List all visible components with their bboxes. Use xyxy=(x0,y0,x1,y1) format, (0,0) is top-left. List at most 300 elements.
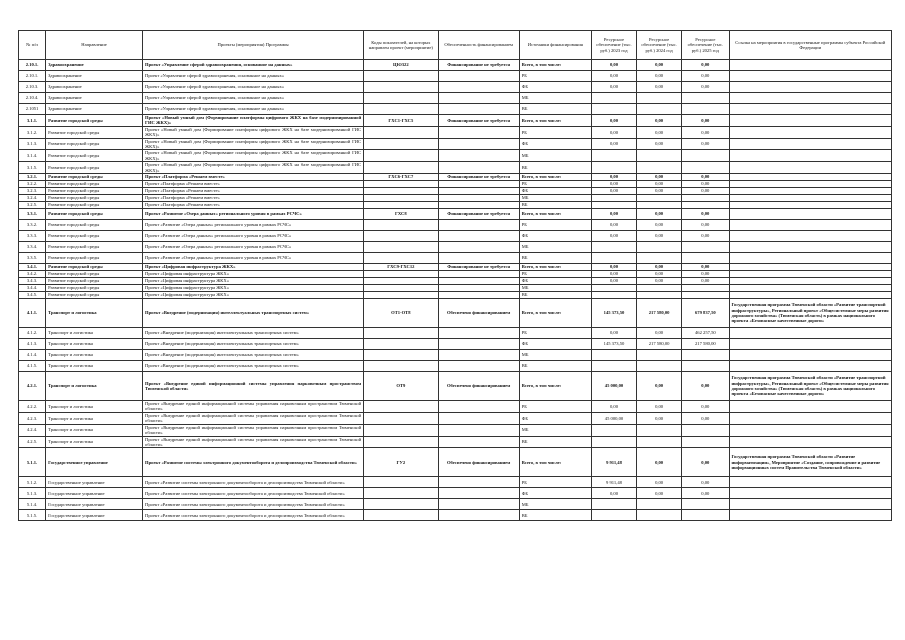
row-codes xyxy=(364,242,438,253)
row-value-2023 xyxy=(591,253,636,264)
row-codes xyxy=(364,188,438,195)
row-project: Проект «Новый умный дом (Формирование платформы цифрового ЖКХ на базе модернизированной ГИС ЖКХ)» xyxy=(143,126,364,138)
row-value-2024: 0,00 xyxy=(637,174,682,181)
row-finance-source: МБ xyxy=(519,242,591,253)
row-finance-source: РБ xyxy=(519,271,591,278)
row-source-info xyxy=(438,71,519,82)
row-direction: Транспорт и логистика xyxy=(46,401,143,413)
row-finance-source: МБ xyxy=(519,195,591,202)
row-value-2023: 0,00 xyxy=(591,271,636,278)
row-value-2024: 0,00 xyxy=(637,138,682,150)
row-value-2023: 0,00 xyxy=(591,220,636,231)
row-value-2025: 0,00 xyxy=(682,71,729,82)
row-value-2024: 0,00 xyxy=(637,188,682,195)
row-direction: Развитие городской среды xyxy=(46,264,143,271)
table-row xyxy=(19,285,892,292)
row-number: 3.3.2. xyxy=(19,220,46,231)
row-number: 3.3.1. xyxy=(19,209,46,220)
row-direction: Развитие городской среды xyxy=(46,209,143,220)
row-value-2023: 0,00 xyxy=(591,231,636,242)
row-value-2023 xyxy=(591,150,636,162)
row-direction: Развитие городской среды xyxy=(46,138,143,150)
row-source-info xyxy=(438,424,519,436)
row-source-info xyxy=(438,510,519,521)
row-number: 3.1.4. xyxy=(19,150,46,162)
row-value-2024 xyxy=(637,104,682,115)
row-number: 3.2.2. xyxy=(19,181,46,188)
row-direction: Развитие городской среды xyxy=(46,150,143,162)
row-number: 4.1.5. xyxy=(19,361,46,372)
row-value-2023: 0,00 xyxy=(591,181,636,188)
row-direction: Транспорт и логистика xyxy=(46,424,143,436)
row-project: Проект «Внедрение (модернизация) интеллектуальных транспортных систем» xyxy=(143,299,364,328)
table-row xyxy=(19,231,892,242)
row-finance-source: РБ xyxy=(519,328,591,339)
row-value-2024: 0,00 xyxy=(637,412,682,424)
row-codes xyxy=(364,202,438,209)
row-value-2025 xyxy=(682,499,729,510)
row-source-info xyxy=(438,138,519,150)
row-codes xyxy=(364,350,438,361)
row-number: 3.4.3. xyxy=(19,278,46,285)
row-number: 3.4.1. xyxy=(19,264,46,271)
row-link xyxy=(729,209,892,220)
row-source-info: Обеспечено финансированием xyxy=(438,448,519,477)
row-project: Проект «Внедрение (модернизация) интеллектуальных транспортных систем» xyxy=(143,339,364,350)
table-row xyxy=(19,253,892,264)
row-value-2025: 0,00 xyxy=(682,174,729,181)
row-number: 3.1.2. xyxy=(19,126,46,138)
row-codes xyxy=(364,401,438,413)
table-row xyxy=(19,372,892,401)
row-number: 5.1.3. xyxy=(19,488,46,499)
row-value-2025: 0,00 xyxy=(682,188,729,195)
row-value-2024: 0,00 xyxy=(637,477,682,488)
row-value-2023 xyxy=(591,202,636,209)
row-project: Проект «Развитие системы электронного документооборота и делопроизводства Тюменской области» xyxy=(143,499,364,510)
row-codes xyxy=(364,162,438,174)
row-value-2024: 0,00 xyxy=(637,488,682,499)
row-value-2025 xyxy=(682,361,729,372)
row-codes: ГХС8 xyxy=(364,209,438,220)
row-number: 5.1.2. xyxy=(19,477,46,488)
row-value-2023 xyxy=(591,93,636,104)
row-source-info xyxy=(438,93,519,104)
row-direction: Развитие городской среды xyxy=(46,292,143,299)
row-value-2023 xyxy=(591,292,636,299)
row-direction: Государственное управление xyxy=(46,448,143,477)
row-direction: Транспорт и логистика xyxy=(46,299,143,328)
row-value-2025 xyxy=(682,350,729,361)
table-row xyxy=(19,242,892,253)
row-project: Проект «Развитие «Озера данных» регионального уровня в рамках РСЧС» xyxy=(143,231,364,242)
table-row xyxy=(19,220,892,231)
row-value-2023: 9 911,48 xyxy=(591,448,636,477)
table-row xyxy=(19,209,892,220)
table-row xyxy=(19,264,892,271)
table-row xyxy=(19,278,892,285)
row-number: 3.2.4. xyxy=(19,195,46,202)
table-row xyxy=(19,271,892,278)
row-source-info xyxy=(438,278,519,285)
row-value-2024: 0,00 xyxy=(637,115,682,127)
row-codes xyxy=(364,510,438,521)
row-value-2023: 145 373,50 xyxy=(591,339,636,350)
row-codes xyxy=(364,231,438,242)
table-header-row xyxy=(19,31,892,60)
row-finance-source: ФБ xyxy=(519,488,591,499)
row-project: Проект «Внедрение единой информационной системы управления парковочным пространством Тюменской области» xyxy=(143,412,364,424)
table-row xyxy=(19,510,892,521)
row-value-2024 xyxy=(637,93,682,104)
row-finance-source: РБ xyxy=(519,220,591,231)
row-value-2024: 217 580,00 xyxy=(637,339,682,350)
row-source-info xyxy=(438,188,519,195)
row-value-2024: 0,00 xyxy=(637,264,682,271)
row-value-2023: 0,00 xyxy=(591,278,636,285)
row-link xyxy=(729,510,892,521)
row-project: Проект «Цифровая инфраструктура ЖКХ» xyxy=(143,292,364,299)
table-row xyxy=(19,104,892,115)
row-source-info xyxy=(438,285,519,292)
row-finance-source: РБ xyxy=(519,181,591,188)
row-project: Проект «Платформа «Решаем вместе» xyxy=(143,195,364,202)
table-body xyxy=(19,60,892,521)
row-direction: Здравоохранение xyxy=(46,82,143,93)
row-value-2023: 0,00 xyxy=(591,488,636,499)
row-number: 4.2.5. xyxy=(19,436,46,448)
table-row xyxy=(19,361,892,372)
row-finance-source: МБ xyxy=(519,424,591,436)
row-codes xyxy=(364,126,438,138)
row-codes: ГУ2 xyxy=(364,448,438,477)
row-project: Проект «Управление сферой здравоохранения, основанное на данных» xyxy=(143,82,364,93)
row-codes xyxy=(364,424,438,436)
row-value-2024: 0,00 xyxy=(637,181,682,188)
row-project: Проект «Платформа «Решаем вместе» xyxy=(143,202,364,209)
row-value-2025: 0,00 xyxy=(682,448,729,477)
row-value-2025 xyxy=(682,93,729,104)
row-value-2024 xyxy=(637,436,682,448)
row-value-2024 xyxy=(637,202,682,209)
row-link xyxy=(729,328,892,339)
row-value-2024: 0,00 xyxy=(637,71,682,82)
table-row xyxy=(19,93,892,104)
row-number: 2.10.1. xyxy=(19,71,46,82)
row-project: Проект «Развитие системы электронного документооборота и делопроизводства Тюменской области» xyxy=(143,488,364,499)
row-link xyxy=(729,477,892,488)
header-2024: Ресурсное обеспечение (тыс. руб.) 2024 год xyxy=(637,31,682,60)
row-codes xyxy=(364,220,438,231)
row-finance-source: ВБ xyxy=(519,510,591,521)
row-source-info xyxy=(438,488,519,499)
row-value-2025 xyxy=(682,104,729,115)
row-codes: ГХС6-ГХС7 xyxy=(364,174,438,181)
row-value-2025: 0,00 xyxy=(682,488,729,499)
row-direction: Здравоохранение xyxy=(46,93,143,104)
row-value-2024: 0,00 xyxy=(637,231,682,242)
row-link xyxy=(729,350,892,361)
row-number: 2.1051 xyxy=(19,104,46,115)
row-project: Проект «Развитие «Озера данных» регионального уровня в рамках РСЧС» xyxy=(143,220,364,231)
row-finance-source: Всего, в том числе: xyxy=(519,372,591,401)
table-row xyxy=(19,162,892,174)
row-project: Проект «Управление сферой здравоохранения, основанное на данных» xyxy=(143,93,364,104)
row-finance-source: Всего, в том числе: xyxy=(519,448,591,477)
row-project: Проект «Платформа «Решаем вместе» xyxy=(143,188,364,195)
row-source-info xyxy=(438,150,519,162)
row-value-2023 xyxy=(591,350,636,361)
row-number: 5.1.4. xyxy=(19,499,46,510)
row-project: Проект «Развитие «Озера данных» регионального уровня в рамках РСЧС» xyxy=(143,209,364,220)
row-project: Проект «Платформа «Решаем вместе» xyxy=(143,181,364,188)
row-value-2023 xyxy=(591,436,636,448)
row-link xyxy=(729,242,892,253)
row-value-2025 xyxy=(682,510,729,521)
row-direction: Развитие городской среды xyxy=(46,188,143,195)
row-value-2025: 0,00 xyxy=(682,209,729,220)
row-source-info xyxy=(438,350,519,361)
table-row xyxy=(19,328,892,339)
row-source-info xyxy=(438,253,519,264)
row-value-2024 xyxy=(637,285,682,292)
table-row xyxy=(19,448,892,477)
row-project: Проект «Развитие «Озера данных» регионального уровня в рамках РСЧС» xyxy=(143,253,364,264)
row-value-2025: 0,00 xyxy=(682,401,729,413)
row-value-2025: 0,00 xyxy=(682,278,729,285)
row-link xyxy=(729,138,892,150)
row-direction: Развитие городской среды xyxy=(46,271,143,278)
row-value-2025: 0,00 xyxy=(682,82,729,93)
row-finance-source: ФБ xyxy=(519,188,591,195)
row-source-info: Финансирование не требуется xyxy=(438,60,519,71)
row-value-2025 xyxy=(682,195,729,202)
row-finance-source: МБ xyxy=(519,150,591,162)
header-finance-source: Источники финансирования xyxy=(519,31,591,60)
row-finance-source: ВБ xyxy=(519,436,591,448)
row-value-2025: 0,00 xyxy=(682,372,729,401)
row-value-2025: 0,00 xyxy=(682,231,729,242)
row-value-2024 xyxy=(637,195,682,202)
table-row xyxy=(19,424,892,436)
row-number: 5.1.5. xyxy=(19,510,46,521)
table-row xyxy=(19,202,892,209)
row-value-2025: 0,00 xyxy=(682,126,729,138)
row-finance-source: ФБ xyxy=(519,412,591,424)
row-value-2025: 0,00 xyxy=(682,138,729,150)
row-direction: Развитие городской среды xyxy=(46,162,143,174)
row-project: Проект «Внедрение (модернизация) интеллектуальных транспортных систем» xyxy=(143,350,364,361)
table-row xyxy=(19,150,892,162)
table-row xyxy=(19,292,892,299)
table-row xyxy=(19,138,892,150)
row-direction: Развитие городской среды xyxy=(46,174,143,181)
row-finance-source: ВБ xyxy=(519,361,591,372)
row-value-2024 xyxy=(637,510,682,521)
row-value-2025 xyxy=(682,202,729,209)
row-number: 3.3.3. xyxy=(19,231,46,242)
row-number: 4.2.2. xyxy=(19,401,46,413)
row-codes xyxy=(364,93,438,104)
row-number: 3.3.5. xyxy=(19,253,46,264)
row-value-2024: 0,00 xyxy=(637,220,682,231)
row-link xyxy=(729,264,892,271)
row-number: 5.1.1. xyxy=(19,448,46,477)
row-finance-source: ВБ xyxy=(519,162,591,174)
row-codes: ГХС9-ГХС12 xyxy=(364,264,438,271)
row-link xyxy=(729,150,892,162)
row-number: 3.1.5. xyxy=(19,162,46,174)
row-number: 4.2.4. xyxy=(19,424,46,436)
row-direction: Здравоохранение xyxy=(46,71,143,82)
row-value-2023 xyxy=(591,285,636,292)
row-source-info xyxy=(438,412,519,424)
row-finance-source: Всего, в том числе: xyxy=(519,60,591,71)
row-value-2025: 0,00 xyxy=(682,477,729,488)
row-codes xyxy=(364,436,438,448)
row-codes xyxy=(364,195,438,202)
row-value-2024 xyxy=(637,350,682,361)
row-link xyxy=(729,60,892,71)
row-link xyxy=(729,292,892,299)
row-finance-source: ФБ xyxy=(519,138,591,150)
row-finance-source: ФБ xyxy=(519,339,591,350)
row-value-2024: 0,00 xyxy=(637,448,682,477)
row-direction: Развитие городской среды xyxy=(46,253,143,264)
row-source-info xyxy=(438,328,519,339)
row-value-2025: 0,00 xyxy=(682,264,729,271)
table-row xyxy=(19,350,892,361)
row-value-2023 xyxy=(591,104,636,115)
row-value-2025: 0,00 xyxy=(682,60,729,71)
row-link xyxy=(729,115,892,127)
row-codes xyxy=(364,339,438,350)
row-value-2024: 0,00 xyxy=(637,60,682,71)
row-source-info xyxy=(438,477,519,488)
row-value-2023: 0,00 xyxy=(591,138,636,150)
row-direction: Развитие городской среды xyxy=(46,181,143,188)
row-value-2023 xyxy=(591,510,636,521)
row-number: 3.1.1. xyxy=(19,115,46,127)
row-direction: Государственное управление xyxy=(46,510,143,521)
row-value-2025: 0,00 xyxy=(682,271,729,278)
row-codes xyxy=(364,488,438,499)
header-2025: Ресурсное обеспечение (тыс. руб.) 2025 год xyxy=(682,31,729,60)
row-codes xyxy=(364,278,438,285)
row-link xyxy=(729,253,892,264)
row-project: Проект «Внедрение (модернизация) интеллектуальных транспортных систем» xyxy=(143,328,364,339)
row-source-info: Обеспечено финансированием xyxy=(438,372,519,401)
row-value-2025: 217 580,00 xyxy=(682,339,729,350)
table-row xyxy=(19,401,892,413)
row-project: Проект «Внедрение единой информационной системы управления парковочным пространством Тюменской области» xyxy=(143,424,364,436)
row-project: Проект «Новый умный дом (Формирование платформы цифрового ЖКХ на базе модернизированной ГИС ЖКХ)» xyxy=(143,150,364,162)
row-source-info xyxy=(438,220,519,231)
row-number: 3.2.5. xyxy=(19,202,46,209)
row-codes xyxy=(364,150,438,162)
row-direction: Развитие городской среды xyxy=(46,115,143,127)
row-value-2024: 0,00 xyxy=(637,271,682,278)
row-finance-source: МБ xyxy=(519,350,591,361)
row-number: 3.3.4. xyxy=(19,242,46,253)
row-source-info xyxy=(438,339,519,350)
row-value-2023: 0,00 xyxy=(591,174,636,181)
row-source-info xyxy=(438,242,519,253)
table-row xyxy=(19,174,892,181)
row-value-2023: 0,00 xyxy=(591,209,636,220)
row-link xyxy=(729,499,892,510)
row-finance-source: Всего, в том числе: xyxy=(519,209,591,220)
row-project: Проект «Новый умный дом (Формирование платформы цифрового ЖКХ на базе модернизированной ГИС ЖКХ)» xyxy=(143,162,364,174)
table-row xyxy=(19,299,892,328)
table-row xyxy=(19,477,892,488)
row-direction: Транспорт и логистика xyxy=(46,412,143,424)
row-codes xyxy=(364,181,438,188)
row-link xyxy=(729,231,892,242)
row-project: Проект «Внедрение единой информационной системы управления парковочным пространством Тюменской области» xyxy=(143,436,364,448)
row-value-2024 xyxy=(637,162,682,174)
row-value-2024: 0,00 xyxy=(637,82,682,93)
row-value-2023: 0,00 xyxy=(591,264,636,271)
table-row xyxy=(19,60,892,71)
row-finance-source: РБ xyxy=(519,71,591,82)
row-project: Проект «Развитие системы электронного документооборота и делопроизводства Тюменской области» xyxy=(143,448,364,477)
row-finance-source: МБ xyxy=(519,93,591,104)
row-project: Проект «Цифровая инфраструктура ЖКХ» xyxy=(143,264,364,271)
table-row xyxy=(19,436,892,448)
row-source-info xyxy=(438,361,519,372)
row-link: Государственная программа Тюменской области «Развитие транспортной инфраструктуры», Региональный проект «Общесистемные меры развития дорожного хозяйства» (Тюменская область) в рамках национального проекта «Безопасные качественные дороги» xyxy=(729,372,892,401)
row-value-2025: 0,00 xyxy=(682,220,729,231)
row-codes xyxy=(364,271,438,278)
row-codes xyxy=(364,285,438,292)
row-source-info: Финансирование не требуется xyxy=(438,209,519,220)
table-row xyxy=(19,181,892,188)
row-value-2023 xyxy=(591,361,636,372)
table-row xyxy=(19,339,892,350)
row-direction: Развитие городской среды xyxy=(46,220,143,231)
row-value-2025: 0,00 xyxy=(682,115,729,127)
row-value-2024: 217 580,00 xyxy=(637,299,682,328)
row-project: Проект «Новый умный дом (Формирование платформы цифрового ЖКХ на базе модернизированной ГИС ЖКХ)» xyxy=(143,138,364,150)
row-direction: Развитие городской среды xyxy=(46,285,143,292)
header-codes: Коды показателей, на которых направлен проект (мероприятие) xyxy=(364,31,438,60)
row-source-info xyxy=(438,499,519,510)
row-value-2023: 0,00 xyxy=(591,328,636,339)
row-value-2023 xyxy=(591,162,636,174)
row-finance-source: Всего, в том числе: xyxy=(519,264,591,271)
table-row xyxy=(19,82,892,93)
row-number: 4.1.1. xyxy=(19,299,46,328)
row-value-2024: 0,00 xyxy=(637,372,682,401)
row-value-2023: 0,00 xyxy=(591,115,636,127)
row-codes xyxy=(364,477,438,488)
row-finance-source: РБ xyxy=(519,401,591,413)
row-direction: Развитие городской среды xyxy=(46,242,143,253)
row-project: Проект «Развитие системы электронного документооборота и делопроизводства Тюменской области» xyxy=(143,510,364,521)
row-link xyxy=(729,126,892,138)
row-source-info xyxy=(438,202,519,209)
row-link xyxy=(729,202,892,209)
row-project: Проект «Внедрение (модернизация) интеллектуальных транспортных систем» xyxy=(143,361,364,372)
row-number: 4.1.4. xyxy=(19,350,46,361)
row-codes xyxy=(364,499,438,510)
row-codes xyxy=(364,71,438,82)
row-value-2024 xyxy=(637,253,682,264)
row-link xyxy=(729,71,892,82)
row-number: 4.1.3. xyxy=(19,339,46,350)
row-project: Проект «Платформа «Решаем вместе» xyxy=(143,174,364,181)
